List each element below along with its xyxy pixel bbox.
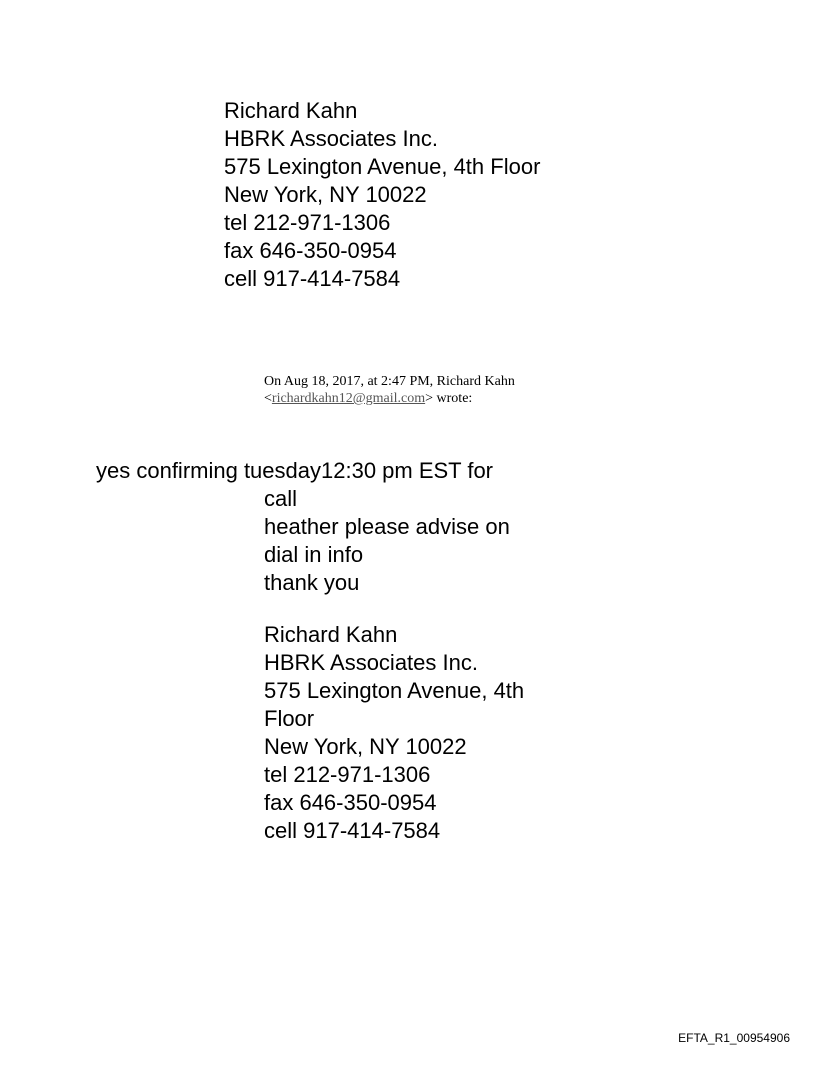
signature-fax: fax 646-350-0954: [224, 238, 397, 263]
signature-company: HBRK Associates Inc.: [264, 650, 478, 675]
signature-cell: cell 917-414-7584: [224, 266, 401, 291]
quote-header-line: On Aug 18, 2017, at 2:47 PM, Richard Kahn: [264, 374, 515, 389]
quoted-message-header: [264, 373, 515, 407]
signature-tel: tel 212-971-1306: [224, 210, 391, 235]
signature-address-cont: Floor: [264, 706, 315, 731]
signature-address: 575 Lexington Avenue, 4th: [264, 678, 525, 703]
signature-tel: tel 212-971-1306: [264, 762, 431, 787]
signature-block-top: [224, 97, 540, 293]
signature-name: Richard Kahn: [224, 98, 358, 123]
reply-line-first: yes confirming tuesday12:30 pm EST for: [96, 458, 494, 483]
reply-line: call: [264, 486, 298, 511]
email-close-wrote: > wrote:: [425, 391, 473, 406]
email-open-bracket: <: [264, 391, 272, 406]
reply-line: thank you: [264, 570, 360, 595]
document-id-footer: EFTA_R1_00954906: [678, 1031, 790, 1045]
signature-company: HBRK Associates Inc.: [224, 126, 438, 151]
reply-line: heather please advise on: [264, 514, 510, 539]
signature-city: New York, NY 10022: [224, 182, 427, 207]
reply-line: dial in info: [264, 542, 364, 567]
quote-header-sender: [264, 390, 515, 407]
signature-city: New York, NY 10022: [264, 734, 467, 759]
signature-name: Richard Kahn: [264, 622, 398, 647]
signature-address: 575 Lexington Avenue, 4th Floor: [224, 154, 541, 179]
signature-block-quoted: [264, 621, 524, 845]
email-link[interactable]: richardkahn12@gmail.com: [271, 391, 426, 406]
reply-body: [264, 485, 510, 597]
signature-fax: fax 646-350-0954: [264, 790, 437, 815]
signature-cell: cell 917-414-7584: [264, 818, 441, 843]
